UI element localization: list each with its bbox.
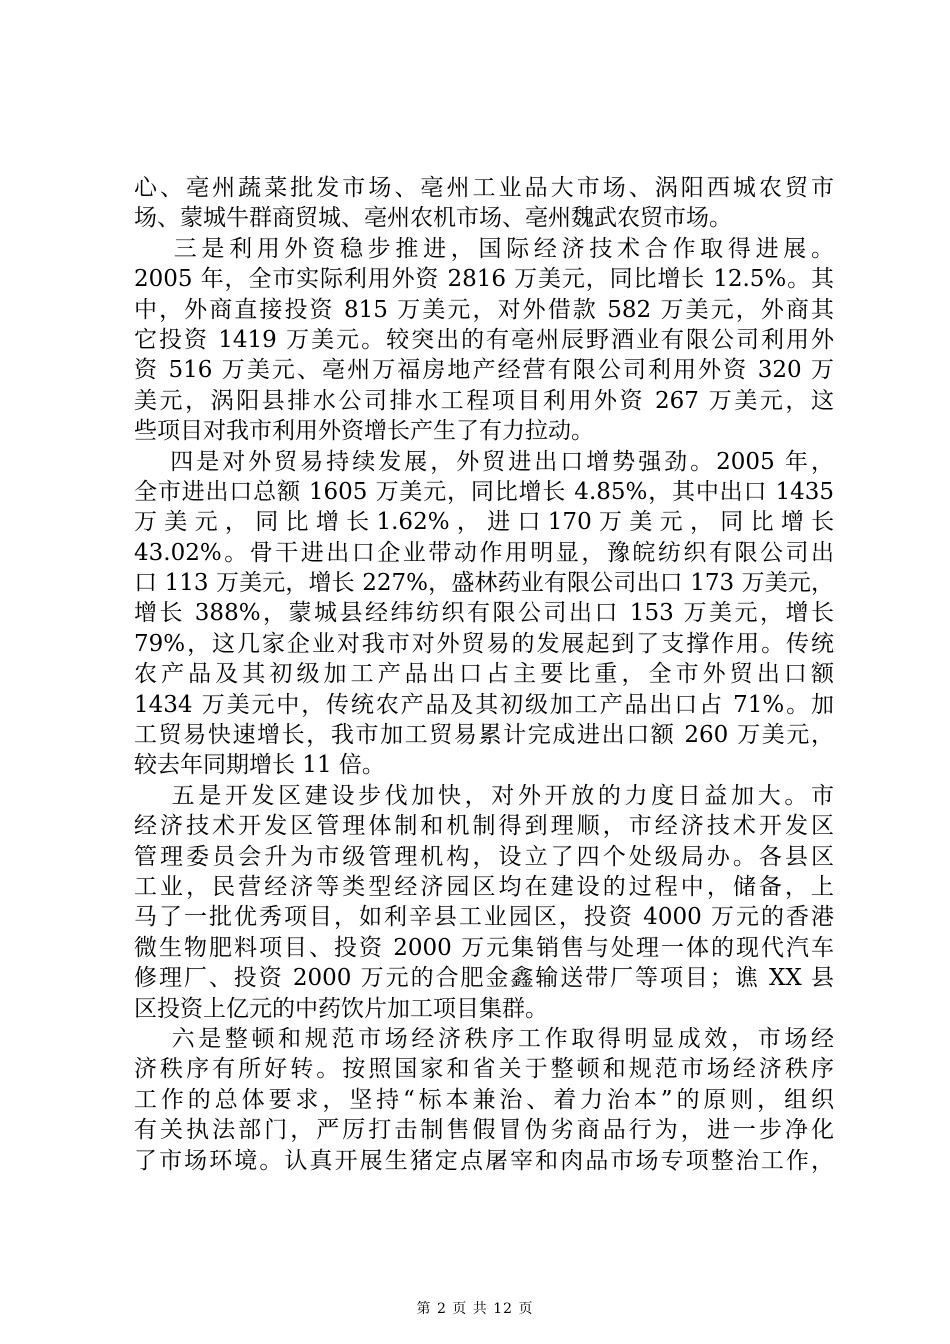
text-line: 了市场环境。认真开展生猪定点屠宰和肉品市场专项整治工作， bbox=[134, 1147, 834, 1174]
text-line: 区投资上亿元的中药饮片加工项目集群。 bbox=[134, 995, 548, 1022]
text-line: 有关执法部门，严厉打击制售假冒伪劣商品行为，进一步净化 bbox=[134, 1117, 834, 1144]
text-line: 它投资 1419 万美元。较突出的有亳州辰野酒业有限公司利用外 bbox=[134, 326, 834, 353]
text-line: 工贸易快速增长，我市加工贸易累计完成进出口额 260 万美元， bbox=[134, 722, 834, 749]
text-line: 万 美 元 ， 同 比 增 长 1.62% ， 进 口 170 万 美 元 ， 同 比 增 长 bbox=[134, 509, 834, 536]
text-line: 微生物肥料项目、投资 2000 万元集销售与处理一体的现代汽车 bbox=[134, 934, 834, 961]
text-line: 较去年同期增长 11 倍。 bbox=[134, 752, 385, 779]
text-line: 资 516 万美元、亳州万福房地产经营有限公司利用外资 320 万 bbox=[134, 357, 834, 384]
text-line: 增长 388%，蒙城县经纬纺织有限公司出口 153 万美元，增长 bbox=[134, 600, 834, 627]
text-line: 农产品及其初级加工产品出口占主要比重，全市外贸出口额 bbox=[134, 661, 834, 688]
text-line: 场、蒙城牛群商贸城、亳州农机市场、亳州魏武农贸市场。 bbox=[134, 205, 732, 232]
page-footer: 第 2 页 共 12 页 bbox=[416, 1301, 534, 1317]
text-line: 五是开发区建设步伐加快，对外开放的力度日益加大。市 bbox=[134, 782, 834, 809]
text-line: 2005 年，全市实际利用外资 2816 万美元，同比增长 12.5%。其 bbox=[134, 266, 834, 293]
text-line: 心、亳州蔬菜批发市场、亳州工业品大市场、涡阳西城农贸市 bbox=[134, 175, 834, 201]
text-line: 济秩序有所好转。按照国家和省关于整顿和规范市场经济秩序 bbox=[134, 1056, 834, 1083]
text-line: 六是整顿和规范市场经济秩序工作取得明显成效，市场经 bbox=[134, 1025, 834, 1052]
text-line: 些项目对我市利用外资增长产生了有力拉动。 bbox=[134, 418, 594, 445]
text-line: 经济技术开发区管理体制和机制得到理顺，市经济技术开发区 bbox=[134, 813, 834, 840]
text-line: 口 113 万美元，增长 227%，盛林药业有限公司出口 173 万美元， bbox=[134, 570, 834, 597]
text-line: 中，外商直接投资 815 万美元，对外借款 582 万美元，外商其 bbox=[134, 296, 834, 323]
text-line: 1434 万美元中，传统农产品及其初级加工产品出口占 71%。加 bbox=[134, 691, 834, 718]
text-line: 工业，民营经济等类型经济园区均在建设的过程中，储备，上 bbox=[134, 873, 834, 900]
text-line: 43.02%。骨干进出口企业带动作用明显，豫皖纺织有限公司出 bbox=[134, 539, 834, 566]
text-line: 三是利用外资稳步推进，国际经济技术合作取得进展。 bbox=[134, 235, 834, 262]
document-body bbox=[134, 173, 834, 1176]
text-line: 美元，涡阳县排水公司排水工程项目利用外资 267 万美元，这 bbox=[134, 387, 834, 414]
text-line: 四是对外贸易持续发展，外贸进出口增势强劲。2005 年， bbox=[134, 448, 834, 475]
text-line: 79%，这几家企业对我市对外贸易的发展起到了支撑作用。传统 bbox=[134, 630, 834, 657]
text-line: 管理委员会升为市级管理机构，设立了四个处级局办。各县区 bbox=[134, 843, 834, 870]
text-line: 修理厂、投资 2000 万元的合肥金鑫输送带厂等项目；谯 XX 县 bbox=[134, 965, 834, 992]
text-line: 马了一批优秀项目，如利辛县工业园区，投资 4000 万元的香港 bbox=[134, 904, 834, 931]
text-line: 全市进出口总额 1605 万美元，同比增长 4.85%，其中出口 1435 bbox=[134, 478, 834, 505]
text-line: 工作的总体要求，坚持“标本兼治、着力治本”的原则，组织 bbox=[134, 1086, 834, 1113]
